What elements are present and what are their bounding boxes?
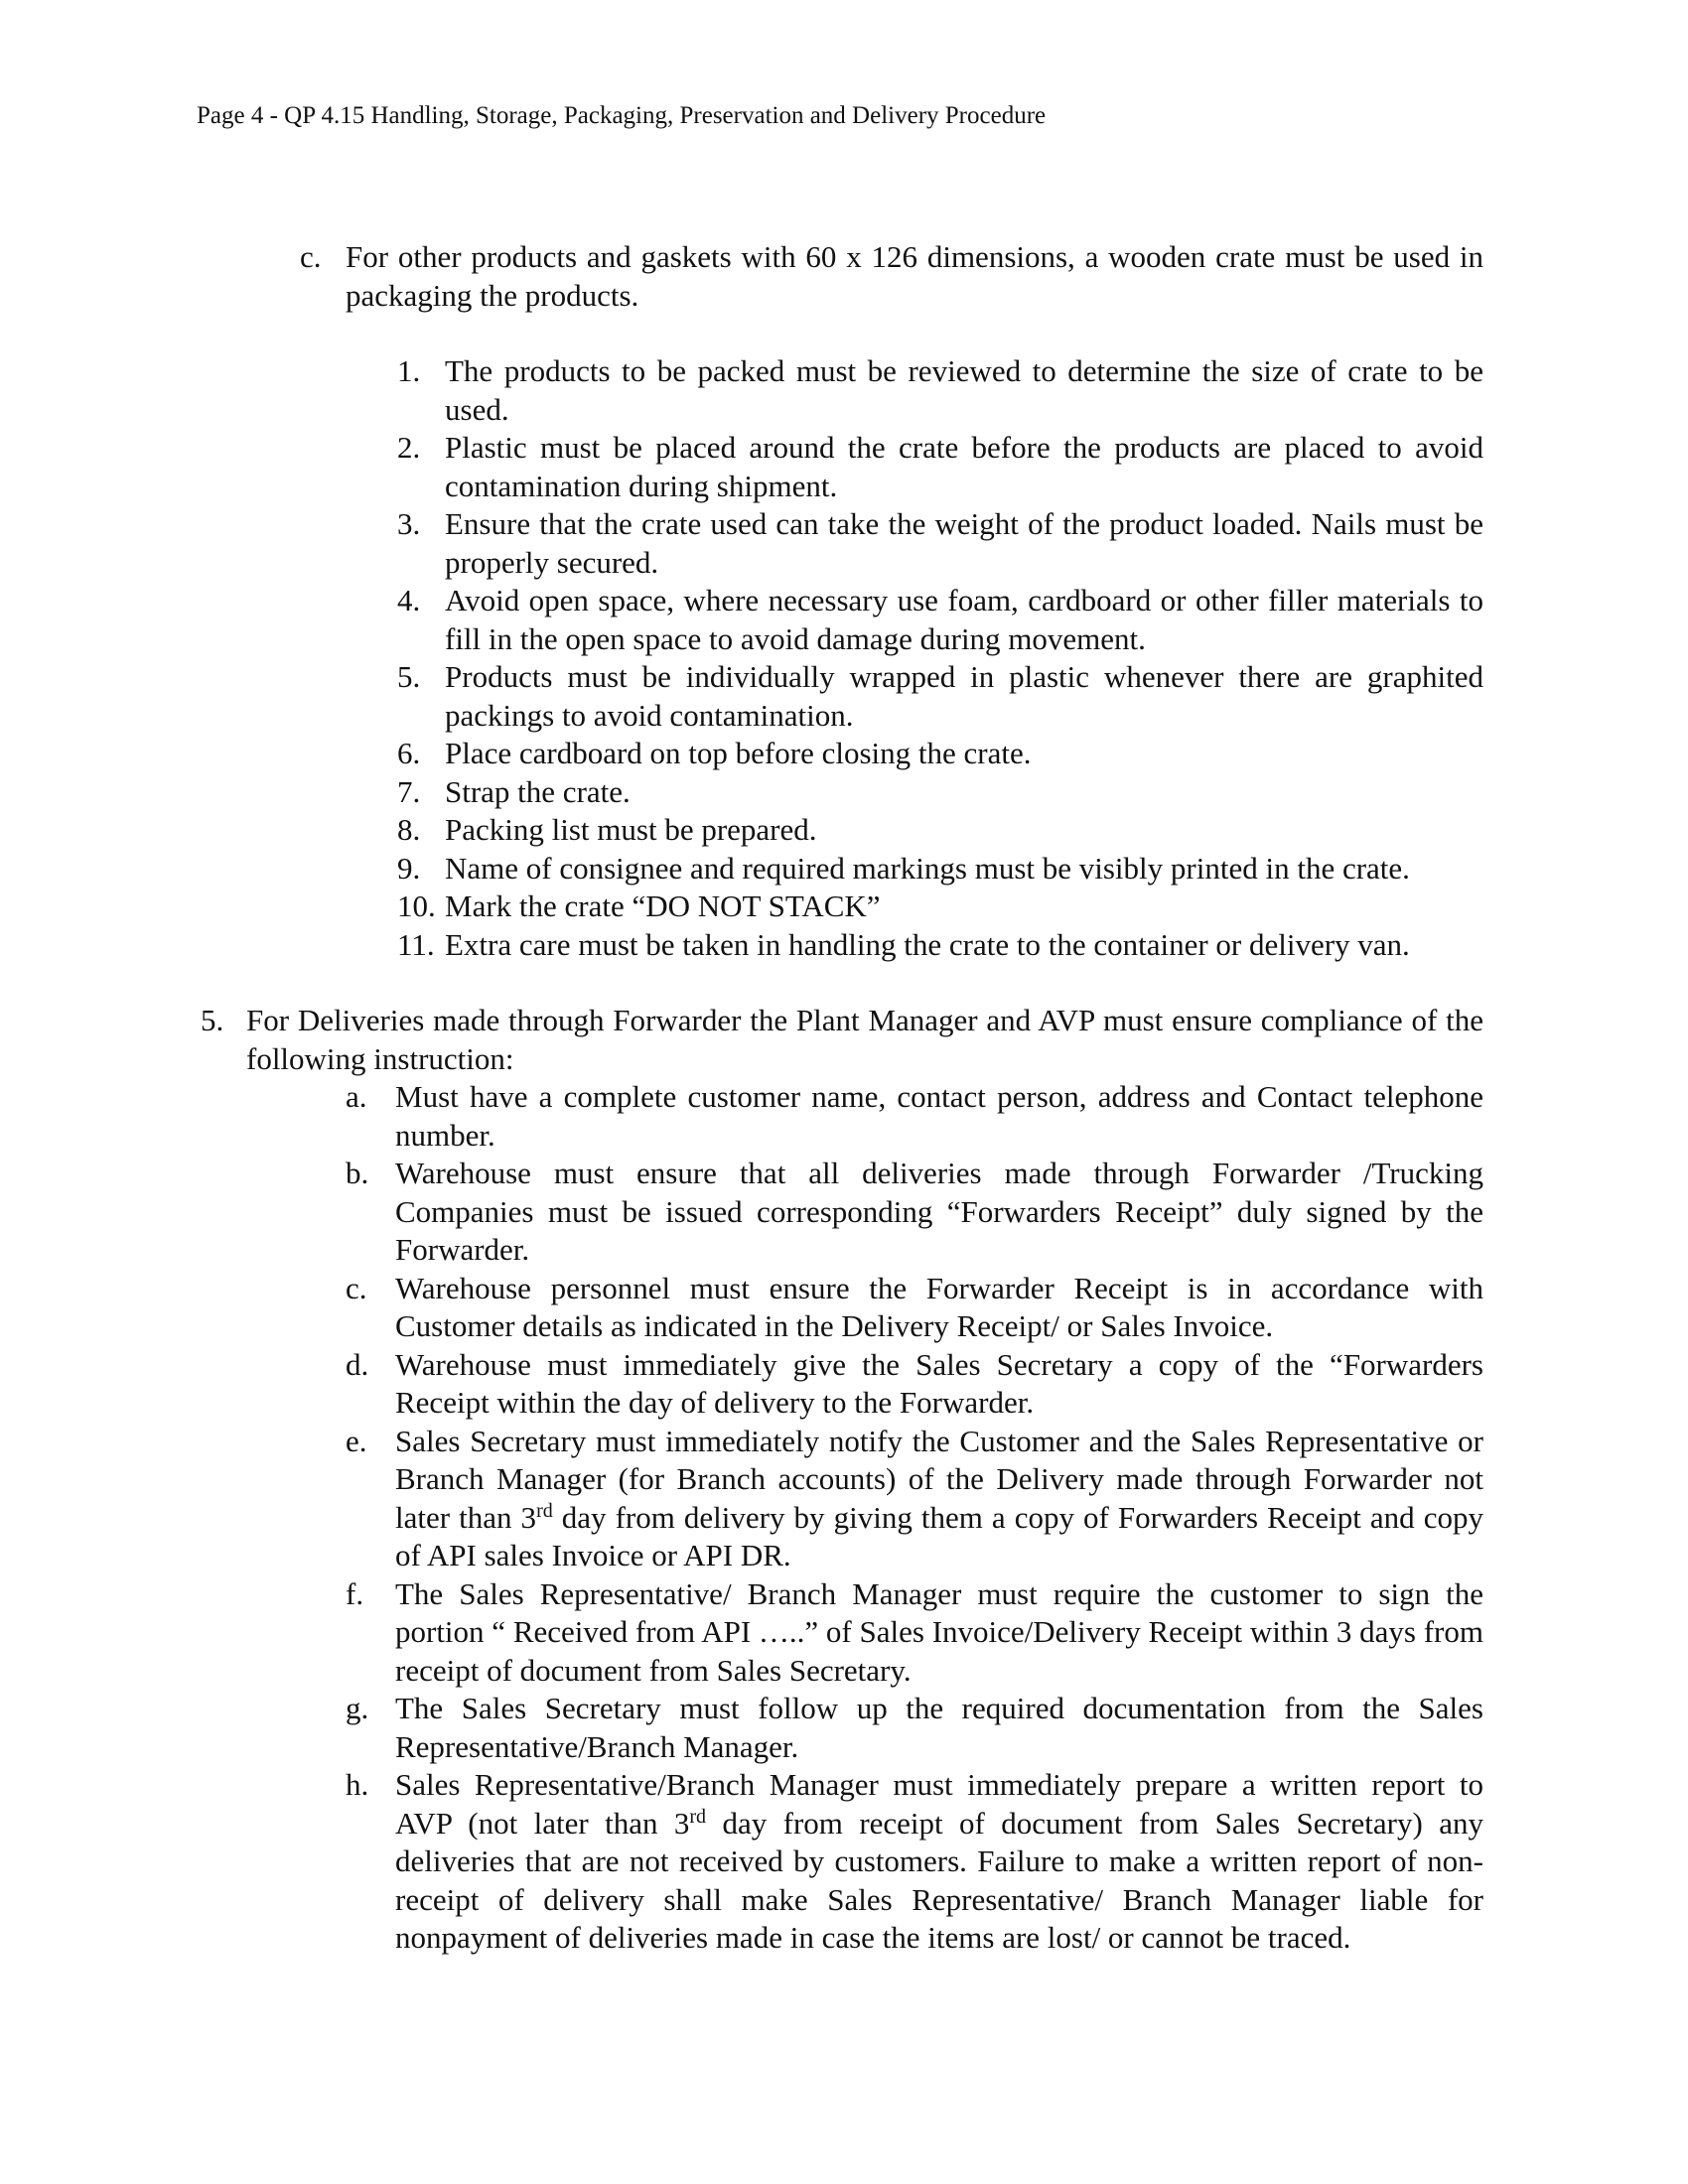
step-item-11 (0, 926, 1688, 965)
step-item-7 (0, 773, 1688, 812)
section-number: 5. (201, 1003, 224, 1037)
step-item-5 (0, 658, 1688, 735)
step-number: 2. (397, 430, 421, 465)
step-item-2 (0, 429, 1688, 505)
ordinal-suffix: rd (689, 1805, 707, 1828)
sub-item-h (0, 1766, 1688, 1958)
sub-item-text: The Sales Secretary must follow up the required documentation from the Sales Representative/Branch Manager. (395, 1691, 1483, 1764)
sub-item-text: The Sales Representative/ Branch Manager must require the customer to sign the portion “ Received from API …..” of Sales Invoice/Delivery Receipt within 3 days from receipt of document from Sales Secretary. (395, 1575, 1483, 1688)
step-text: Mark the crate “DO NOT STACK” (445, 888, 881, 923)
list-marker: c. (300, 239, 322, 274)
sub-item-f (0, 1575, 1688, 1691)
sub-item-d (0, 1346, 1688, 1423)
text-segment: day from delivery by giving them a copy of Forwarders Receipt and copy of API sales Invoice or API DR. (395, 1499, 1483, 1572)
sub-item-text (395, 1766, 1483, 1958)
step-number: 1. (397, 353, 421, 388)
sub-item-text: Warehouse personnel must ensure the Forwarder Receipt is in accordance with Customer details as indicated in the Delivery Receipt/ or Sales Invoice. (395, 1270, 1483, 1343)
ordinal-suffix: rd (536, 1499, 553, 1522)
step-item-10 (0, 887, 1688, 926)
step-text: The products to be packed must be reviewed to determine the size of crate to be used. (445, 353, 1483, 427)
sub-item-letter: a. (346, 1079, 367, 1114)
text-segment: Sales Representative/Branch Manager must immediately prepare a written report to AVP (not later than 3 (395, 1767, 1483, 1841)
text-segment: day from receipt of document from Sales Secretary) any deliveries that are not received by customers. Failure to make a written report of non-receipt of delivery shall make Sales Representative/ Branch Manager liable for nonpayment of deliveries made in case the items are lost/ or cannot be traced. (395, 1805, 1483, 1955)
text-segment: Sales Secretary must immediately notify the Customer and the Sales Representative or Branch Manager (for Branch accounts) of the Delivery made through Forwarder not later than 3 (395, 1423, 1483, 1535)
sub-item-letter: c. (346, 1270, 367, 1305)
page-header: Page 4 - QP 4.15 Handling, Storage, Packaging, Preservation and Delivery Procedure (197, 102, 1047, 129)
sub-item-b (0, 1155, 1688, 1270)
step-item-9 (0, 850, 1688, 888)
step-text: Place cardboard on top before closing the crate. (445, 736, 1032, 770)
step-text: Packing list must be prepared. (445, 812, 817, 847)
sub-item-text: Warehouse must ensure that all deliveries made through Forwarder /Trucking Companies must be issued corresponding “Forwarders Receipt” duly signed by the Forwarder. (395, 1156, 1483, 1267)
step-text: Name of consignee and required markings must be visibly printed in the crate. (445, 850, 1410, 886)
step-item-3 (0, 505, 1688, 582)
step-text: Plastic must be placed around the crate before the products are placed to avoid contamination during shipment. (445, 430, 1483, 503)
sub-item-g (0, 1690, 1688, 1766)
sub-item-c (0, 1270, 1688, 1346)
step-number: 11. (397, 926, 435, 962)
section-5 (0, 1002, 1688, 1078)
sub-item-letter: d. (346, 1346, 369, 1382)
sub-item-e (0, 1423, 1688, 1575)
sub-item-a (0, 1078, 1688, 1155)
sub-item-letter: e. (346, 1423, 367, 1458)
list-item-text: For other products and gaskets with 60 x 126 dimensions, a wooden crate must be used in packaging the products. (346, 239, 1483, 313)
sub-item-text: Must have a complete customer name, contact person, address and Contact telephone number. (395, 1079, 1483, 1153)
step-text: Extra care must be taken in handling the crate to the container or delivery van. (445, 926, 1410, 962)
step-number: 8. (397, 812, 421, 847)
step-number: 3. (397, 506, 421, 541)
step-text: Ensure that the crate used can take the weight of the product loaded. Nails must be properly secured. (445, 506, 1483, 580)
step-item-4 (0, 582, 1688, 658)
forwarder-instructions-list (0, 1078, 1688, 1958)
step-number: 7. (397, 773, 421, 809)
step-text: Products must be individually wrapped in plastic whenever there are graphited packings to avoid contamination. (445, 659, 1483, 733)
list-item-c (0, 238, 1688, 315)
sub-item-text (395, 1423, 1483, 1575)
sub-item-letter: h. (346, 1767, 369, 1802)
sub-item-letter: f. (346, 1575, 364, 1611)
step-item-8 (0, 811, 1688, 850)
step-text: Avoid open space, where necessary use foam, cardboard or other filler materials to fill in the open space to avoid damage during movement. (445, 583, 1483, 656)
document-body (0, 238, 1688, 1958)
step-number: 10. (397, 888, 436, 923)
packing-steps-list (0, 352, 1688, 964)
section-intro-text: For Deliveries made through Forwarder the Plant Manager and AVP must ensure compliance of the following instruction: (246, 1003, 1483, 1076)
step-item-1 (0, 352, 1688, 429)
sub-item-letter: b. (346, 1156, 369, 1190)
step-item-6 (0, 735, 1688, 773)
sub-item-letter: g. (346, 1691, 369, 1725)
step-number: 9. (397, 850, 421, 886)
step-number: 5. (397, 659, 421, 694)
step-number: 4. (397, 583, 421, 617)
step-text: Strap the crate. (445, 773, 631, 809)
sub-item-text: Warehouse must immediately give the Sales Secretary a copy of the “Forwarders Receipt within the day of delivery to the Forwarder. (395, 1346, 1483, 1420)
step-number: 6. (397, 736, 421, 770)
